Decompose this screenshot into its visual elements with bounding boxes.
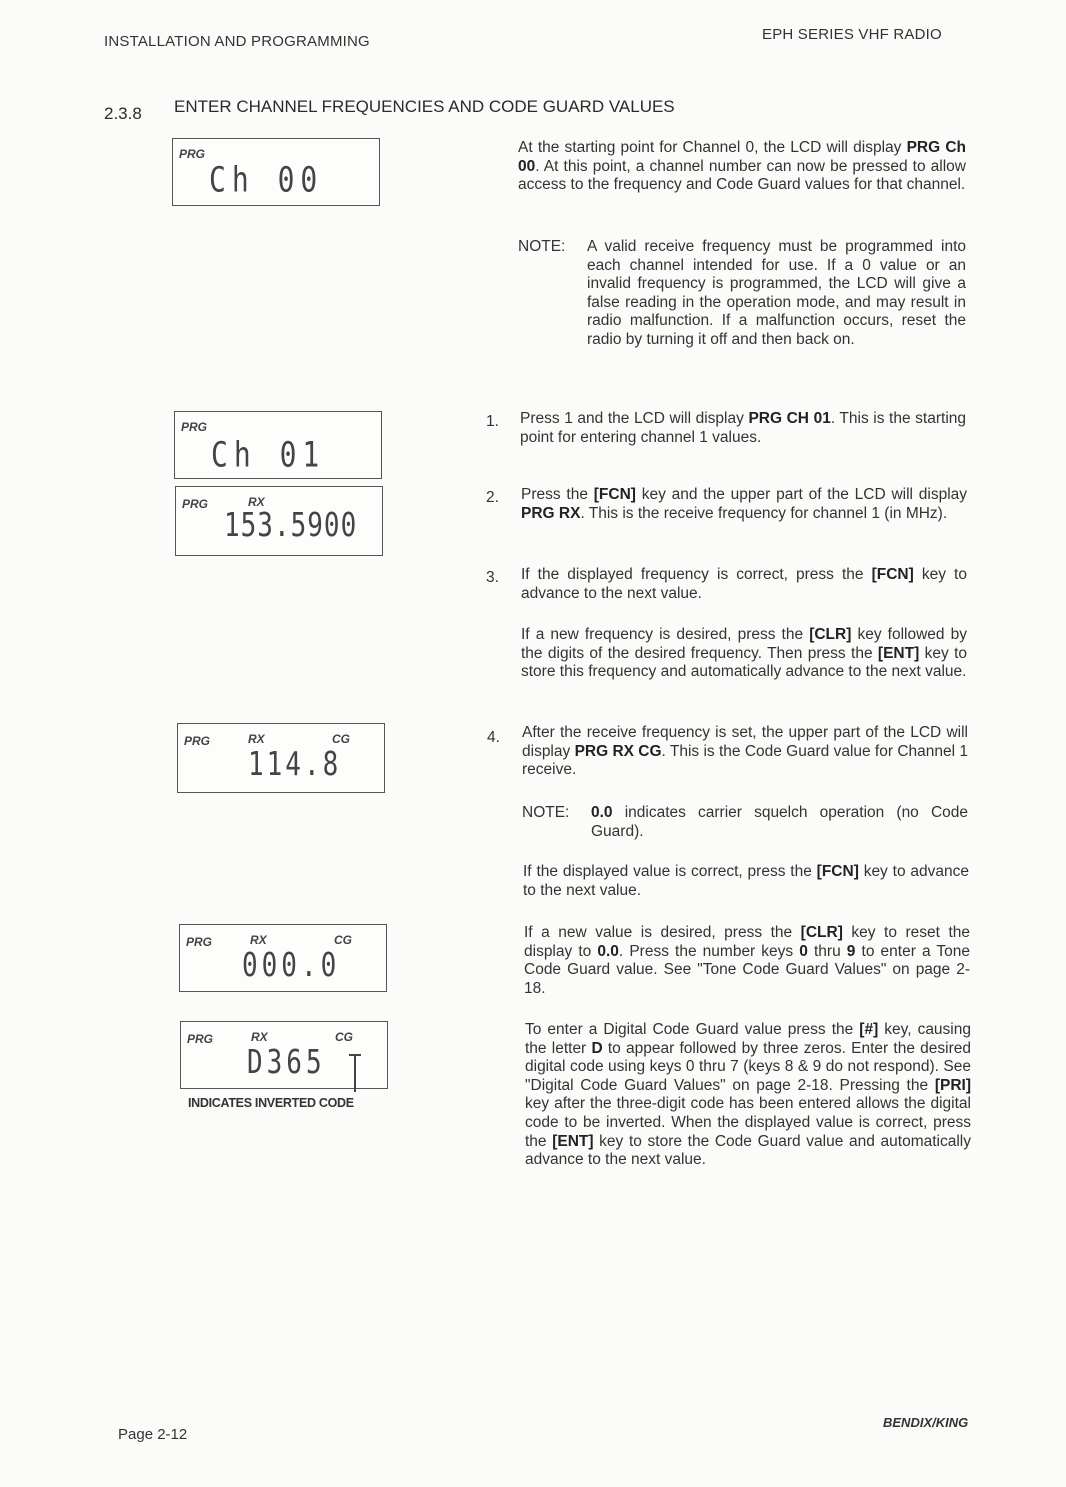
section-number: 2.3.8 [104,104,142,123]
note-text: A valid receive frequency must be programmed into each channel intended for use. If a 0 value or an invalid frequency is programmed, the LCD will give a false reading in the operation mode, and may result in radio malfunction. If a malfunction occurs, reset the radio by turning it off and then back on. [587,238,966,348]
lcd-digits: D365 [247,1044,326,1082]
lcd-annunciator-cg: CG [332,732,350,746]
lcd-annunciator-prg: PRG [182,497,209,511]
note-label: NOTE: [518,238,566,255]
step-2-text: Press the [FCN] key and the upper part of the LCD will display PRG RX. This is the receive frequency for channel 1 (in MHz). [521,486,968,522]
lcd-display-rx-cg-zero [179,924,387,992]
lcd-annunciator-cg: CG [334,933,352,947]
step-number: 3. [486,569,499,586]
lcd-display-ch00 [172,138,380,206]
header-left: INSTALLATION AND PROGRAMMING [104,33,370,50]
lcd-annunciator-prg: PRG [181,420,208,434]
step-3-new-frequency-text: If a new frequency is desired, press the [CLR] key followed by the digits of the desired frequency. Then press the [ENT] key to store this frequency and automatically advance to the next value. [521,626,968,681]
lcd-digits: Ch 01 [211,434,326,476]
lcd-display-rx-cg-tone [177,723,385,793]
correct-value-text: If the displayed value is correct, press the [FCN] key to advance to the next value. [523,863,969,899]
header-right: EPH SERIES VHF RADIO [762,26,942,43]
lcd-annunciator-cg: CG [335,1030,353,1044]
lcd-annunciator-rx: RX [251,1030,268,1044]
lcd-annunciator-prg: PRG [186,935,213,949]
page-number: Page 2-12 [118,1426,188,1443]
lcd-annunciator-prg: PRG [187,1032,214,1046]
note2-label: NOTE: [522,804,570,821]
digital-code-guard-text: To enter a Digital Code Guard value press the [#] key, causing the letter D to appear followed by three zeros. Enter the desired digital code using keys 0 thru 7 (keys 8 & 9 do not respond). See "Digital Code Guard Values" on page 2-18. Pressing the [PRI] key after the three-digit code has been entered allows the digital code to be inverted. When the displayed value is correct, press the [ENT] key to store the Code Guard value and automatically advance to the next value. [525,1021,972,1169]
lcd-digits: 153.5900 [224,507,358,545]
lcd-display-rx-frequency [175,486,383,556]
new-value-text: If a new value is desired, press the [CLR] key to reset the display to 0.0. Press the number keys 0 thru 9 to enter a Tone Code Guard value. See "Tone Code Guard Values" on page 2-18. [524,924,970,997]
step-number: 1. [486,413,499,430]
intro-paragraph: At the starting point for Channel 0, the LCD will display PRG Ch 00. At this point, a channel number can now be pressed to allow access to the frequency and Code Guard values for that channel. [518,139,966,194]
step-4-text: After the receive frequency is set, the upper part of the LCD will display PRG RX CG. This is the Code Guard value for Channel 1 receive. [522,724,968,779]
lcd-display-ch01 [174,411,382,479]
lcd-digits: 114.8 [248,746,342,784]
note2-text: 0.0 indicates carrier squelch operation (no Code Guard). [591,804,968,840]
lcd-annunciator-prg: PRG [179,147,206,161]
step-number: 4. [487,729,500,746]
inverted-code-marker [349,1054,361,1092]
section-title: ENTER CHANNEL FREQUENCIES AND CODE GUARD VALUES [174,97,675,116]
lcd-display-rx-cg-digital [180,1021,388,1089]
step-1-text: Press 1 and the LCD will display PRG CH 01. This is the starting point for entering channel 1 values. [520,410,966,446]
step-number: 2. [486,489,499,506]
lcd-annunciator-rx: RX [250,933,267,947]
brand-logo: BENDIX/KING [883,1415,969,1430]
lcd-annunciator-rx: RX [248,732,265,746]
lcd-digits: Ch 00 [209,159,324,201]
lcd-annunciator-prg: PRG [184,734,211,748]
lcd-digits: 000.0 [242,947,341,985]
lcd-caption: INDICATES INVERTED CODE [188,1096,354,1110]
lcd-annunciator-rx: RX [248,495,265,509]
step-3-text: If the displayed frequency is correct, press the [FCN] key to advance to the next value. [521,566,967,602]
